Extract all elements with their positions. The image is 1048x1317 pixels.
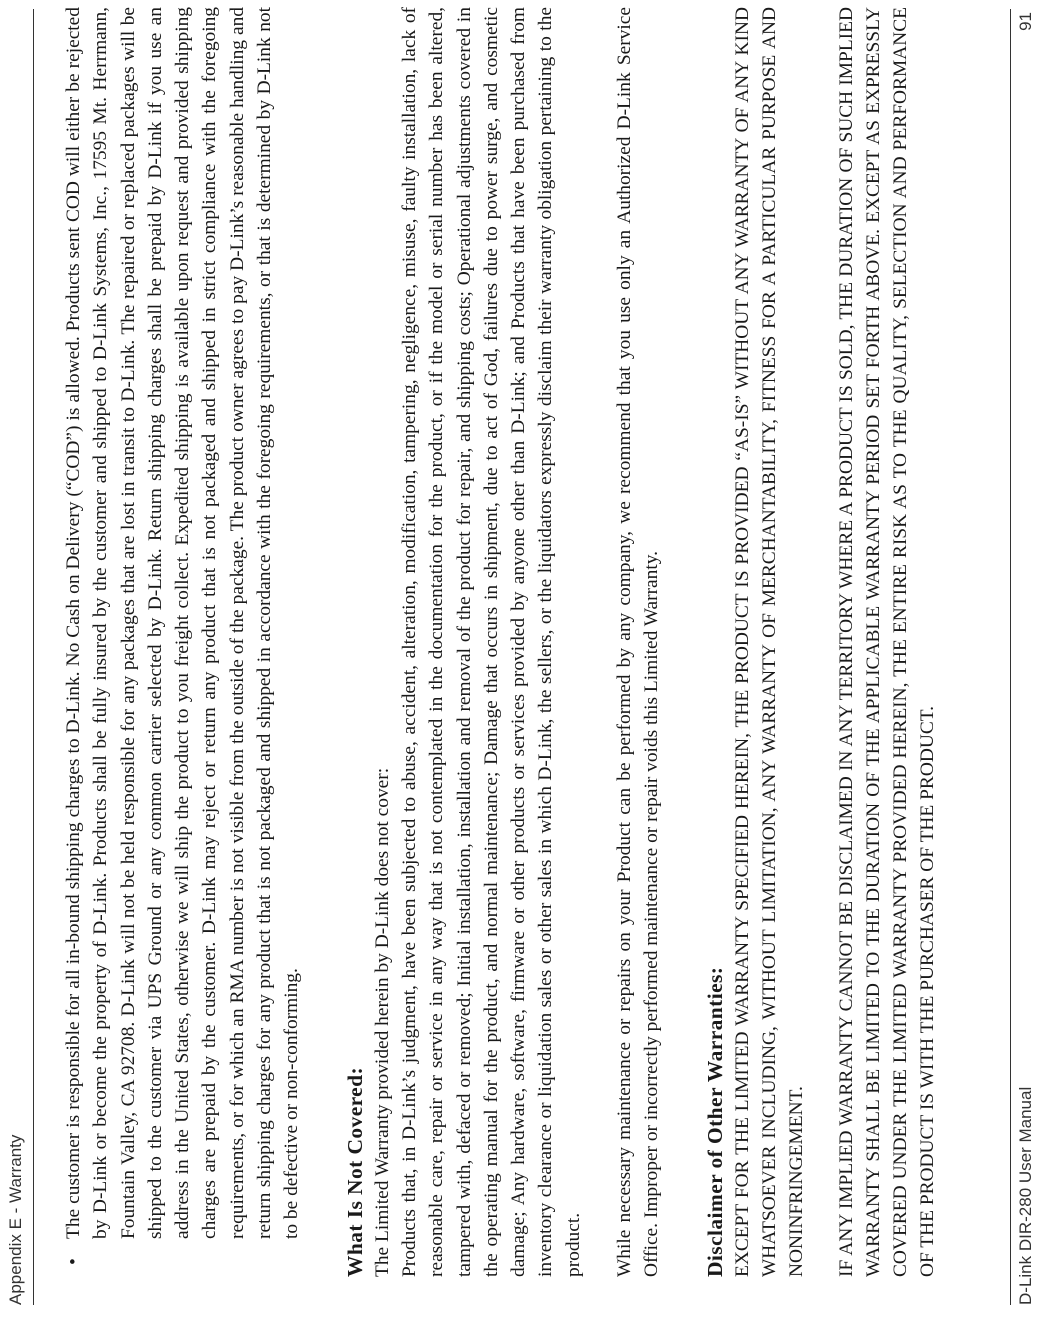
page-body [52,7,942,1277]
page-number: 91 [1016,12,1035,31]
disclaimer-paragraph-2: IF ANY IMPLIED WARRANTY CANNOT BE DISCLAIMED IN ANY TERRITORY WHERE A PRODUCT IS SOLD, THE DURATION OF SUCH IMPLIED WARRANTY SHALL BE LIMITED TO THE DURATION OF THE APPLICABLE WARRANTY PERIOD SET FORTH ABOVE. EXCEPT AS EXPRESSLY COVERED UNDER THE LIMITED WARRANTY PROVIDED HEREIN, THE ENTIRE RISK AS TO THE QUALITY, SELECTION AND PERFORMANCE OF THE PRODUCT IS WITH THE PURCHASER OF THE PRODUCT. [835,7,939,1277]
maintenance-paragraph: While necessary maintenance or repairs on your Product can be performed by any company, we recommend that you use only an Authorized D-Link Service Office. Improper or incorrectly performed maintenance or repair voids this Limited Warranty. [614,7,663,1277]
shipping-paragraph: The customer is responsible for all in-bound shipping charges to D-Link. No Cash on Delivery (“COD”) is allowed. Products sent COD will either be rejected by D-Link or become the property of D-Link. Products shall be fully insured by the customer and shipped to D-Link Systems, Inc., 17595 Mt. Herrmann, Fountain Valley, CA 92708. D-Link will not be held responsible for any packages that are lost in transit to D-Link. The repaired or replaced packages will be shipped to the customer via UPS Ground or any common carrier selected by D-Link. Return shipping charges shall be prepaid by D-Link if you use an address in the United States, otherwise we will ship the product to you freight collect. Expedited shipping is available upon request and provided shipping charges are prepaid by the customer. D-Link may reject or return any product that is not packaged and shipped in strict compliance with the foregoing requirements, or for which an RMA number is not visible from the outside of the package. The product owner agrees to pay D-Link’s reasonable handling and return shipping charges for any product that is not packaged and shipped in accordance with the foregoing requirements, or that is determined by D-Link not to be defective or non-conforming. [63,7,303,1239]
page-header: Appendix E - Warranty [6,1134,25,1305]
disclaimer-heading: Disclaimer of Other Warranties: [702,966,727,1277]
bullet-marker: • [63,1258,84,1265]
header-divider [33,9,34,1305]
footer-manual-title: D-Link DIR-280 User Manual [1016,1086,1035,1305]
not-covered-intro: The Limited Warranty provided herein by D-Link does not cover: [371,767,393,1277]
not-covered-body: Products that, in D-Link’s judgment, have been subjected to abuse, accident, alteration, modification, tampering, negligence, misuse, faulty installation, lack of reasonable care, repair or service in any way that is not contemplated in the documentation for the product, or if the model or serial number has been altered, tampered with, defaced or removed; Initial installation, installation and removal of the product for repair, and shipping costs; Operational adjustments covered in the operating manual for the product, and normal maintenance; Damage that occurs in shipment, due to act of God, failures due to power surge, and cosmetic damage; Any hardware, software, firmware or other products or services provided by anyone other than D-Link; and Products that have been purchased from inventory clearance or liquidation sales or other sales in which D-Link, the sellers, or the liquidators expressly disclaim their warranty obligation pertaining to the product. [398,7,584,1277]
shipping-bullet [60,7,306,1265]
footer-divider [1010,9,1011,1305]
not-covered-heading: What Is Not Covered: [342,1066,367,1277]
disclaimer-paragraph-1: EXCEPT FOR THE LIMITED WARRANTY SPECIFIED HEREIN, THE PRODUCT IS PROVIDED “AS-IS” WITHOUT ANY WARRANTY OF ANY KIND WHATSOEVER INCLUDING, WITHOUT LIMITATION, ANY WARRANTY OF MERCHANTABILITY, FITNESS FOR A PARTICULAR PURPOSE AND NONINFRINGEMENT. [731,7,808,1277]
